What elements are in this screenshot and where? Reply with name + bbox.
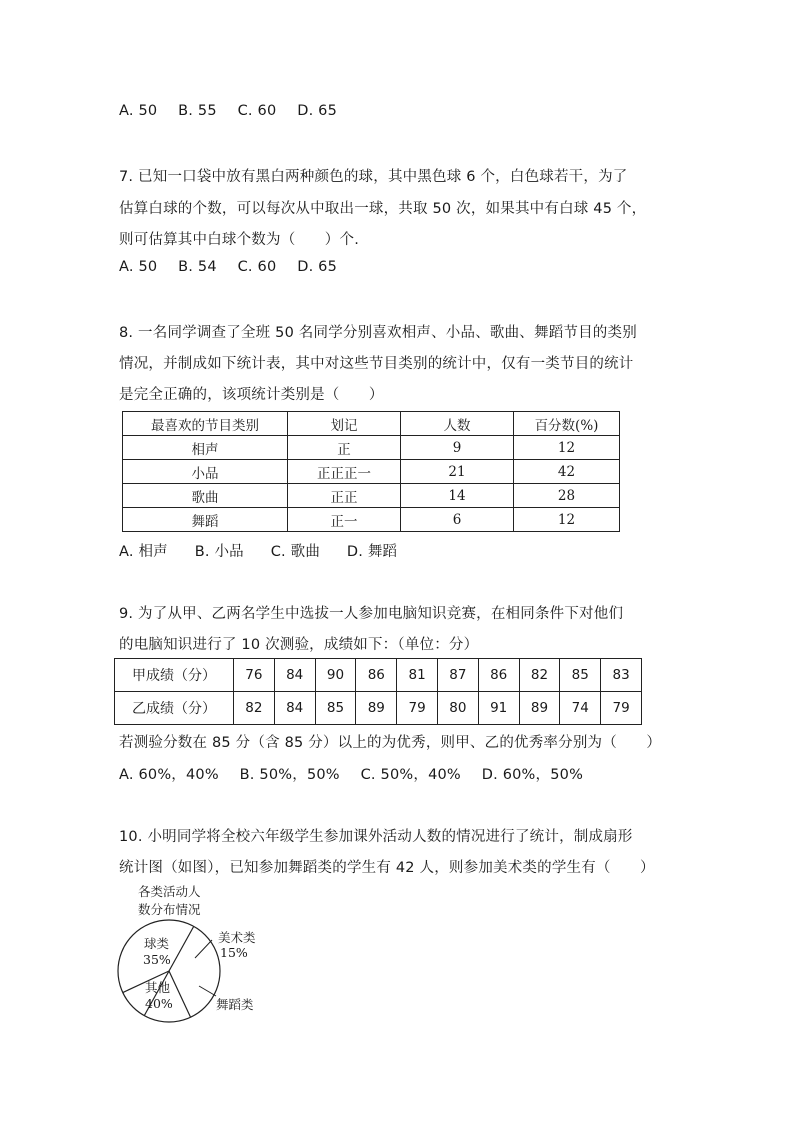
table-cell: 相声 bbox=[123, 436, 288, 460]
table-cell: 79 bbox=[601, 692, 642, 725]
table-cell: 79 bbox=[397, 692, 438, 725]
slice-label-dance: 舞蹈类 bbox=[216, 997, 254, 1012]
option-c: C. 50%，40% bbox=[360, 767, 461, 783]
option-b: B. 54 bbox=[178, 259, 217, 275]
table-cell: 21 bbox=[401, 460, 514, 484]
option-b: B. 55 bbox=[178, 103, 217, 119]
table-cell: 83 bbox=[601, 659, 642, 692]
q6-options bbox=[119, 103, 353, 119]
chart-title-line-1: 各类活动人 bbox=[138, 884, 201, 899]
option-a: A. 50 bbox=[119, 259, 158, 275]
q10-stem-line-1: 10. 小明同学将全校六年级学生参加课外活动人数的情况进行了统计，制成扇形 bbox=[119, 829, 633, 845]
table-cell: 12 bbox=[514, 436, 620, 460]
table-cell: 82 bbox=[519, 659, 560, 692]
table-row bbox=[115, 692, 642, 725]
table-row bbox=[123, 436, 620, 460]
q8-stem-line-2: 情况，并制成如下统计表，其中对这些节目类别的统计中，仅有一类节目的统计 bbox=[119, 356, 634, 372]
option-c: C. 歌曲 bbox=[270, 544, 321, 560]
option-b: B. 50%，50% bbox=[239, 767, 340, 783]
option-a: A. 相声 bbox=[119, 544, 168, 560]
option-c: C. 60 bbox=[237, 103, 277, 119]
table-row bbox=[123, 460, 620, 484]
q7-options bbox=[119, 259, 353, 275]
option-a: A. 60%，40% bbox=[119, 767, 219, 783]
table-cell: 87 bbox=[437, 659, 478, 692]
option-d: D. 65 bbox=[297, 259, 338, 275]
table-cell: 14 bbox=[401, 484, 514, 508]
slice-value-other: 40% bbox=[145, 996, 173, 1011]
table-cell: 85 bbox=[315, 692, 356, 725]
table-cell: 82 bbox=[234, 692, 275, 725]
table-cell: 正正正一 bbox=[288, 460, 401, 484]
table-cell: 28 bbox=[514, 484, 620, 508]
table-cell: 12 bbox=[514, 508, 620, 532]
table-cell: 80 bbox=[437, 692, 478, 725]
table-cell: 90 bbox=[315, 659, 356, 692]
activity-pie-chart bbox=[112, 882, 272, 1022]
slice-label-art: 美术类 bbox=[218, 930, 256, 945]
table-cell: 84 bbox=[274, 692, 315, 725]
q10-stem-line-2: 统计图（如图），已知参加舞蹈类的学生有 42 人，则参加美术类的学生有（ ） bbox=[119, 860, 655, 876]
table-header-row bbox=[123, 412, 620, 436]
table-cell: 歌曲 bbox=[123, 484, 288, 508]
table-cell: 9 bbox=[401, 436, 514, 460]
slice-label-ball: 球类 bbox=[144, 936, 170, 951]
option-b: B. 小品 bbox=[194, 544, 244, 560]
table-cell: 76 bbox=[234, 659, 275, 692]
table-cell: 正正 bbox=[288, 484, 401, 508]
q8-stem-line-3: 是完全正确的，该项统计类别是（ ） bbox=[119, 387, 384, 403]
program-stats-table bbox=[122, 411, 620, 532]
option-c: C. 60 bbox=[237, 259, 277, 275]
option-d: D. 60%，50% bbox=[481, 767, 584, 783]
q8-stem-line-1: 8. 一名同学调查了全班 50 名同学分别喜欢相声、小品、歌曲、舞蹈节目的类别 bbox=[119, 325, 637, 341]
option-d: D. 舞蹈 bbox=[346, 544, 398, 560]
header-count: 人数 bbox=[401, 412, 514, 436]
q7-stem-line-2: 估算白球的个数，可以每次从中取出一球，共取 50 次，如果其中有白球 45 个， bbox=[119, 201, 647, 217]
chart-title-line-2: 数分布情况 bbox=[138, 902, 201, 917]
header-percent: 百分数(%) bbox=[514, 412, 620, 436]
q7-stem-line-1: 7. 已知一口袋中放有黑白两种颜色的球，其中黑色球 6 个，白色球若干，为了 bbox=[119, 169, 628, 185]
table-cell: 81 bbox=[397, 659, 438, 692]
table-cell: 86 bbox=[478, 659, 519, 692]
table-cell: 86 bbox=[356, 659, 397, 692]
q9-options bbox=[119, 763, 599, 784]
q7-stem-line-3: 则可估算其中白球个数为（ ）个. bbox=[119, 232, 360, 248]
slice-value-art: 15% bbox=[220, 945, 248, 960]
slice-label-other: 其他 bbox=[145, 980, 171, 995]
slice-value-ball: 35% bbox=[143, 952, 171, 967]
table-cell: 85 bbox=[560, 659, 601, 692]
table-cell: 91 bbox=[478, 692, 519, 725]
table-cell: 正 bbox=[288, 436, 401, 460]
table-cell: 6 bbox=[401, 508, 514, 532]
table-cell: 舞蹈 bbox=[123, 508, 288, 532]
header-category: 最喜欢的节目类别 bbox=[123, 412, 288, 436]
table-cell: 89 bbox=[519, 692, 560, 725]
table-cell: 74 bbox=[560, 692, 601, 725]
table-cell: 正一 bbox=[288, 508, 401, 532]
table-row bbox=[123, 484, 620, 508]
table-cell: 小品 bbox=[123, 460, 288, 484]
table-cell: 89 bbox=[356, 692, 397, 725]
q9-stem-line-2: 的电脑知识进行了 10 次测验，成绩如下：（单位：分） bbox=[119, 637, 479, 653]
header-tally: 划记 bbox=[288, 412, 401, 436]
table-row bbox=[115, 659, 642, 692]
option-a: A. 50 bbox=[119, 103, 158, 119]
row-label: 甲成绩（分） bbox=[115, 659, 234, 692]
q9-condition: 若测验分数在 85 分（含 85 分）以上的为优秀，则甲、乙的优秀率分别为（ ） bbox=[119, 735, 662, 751]
q9-stem-line-1: 9. 为了从甲、乙两名学生中选拔一人参加电脑知识竞赛，在相同条件下对他们 bbox=[119, 606, 624, 622]
scores-table bbox=[114, 658, 642, 725]
table-cell: 84 bbox=[274, 659, 315, 692]
table-row bbox=[123, 508, 620, 532]
q8-options bbox=[119, 540, 413, 561]
option-d: D. 65 bbox=[297, 103, 338, 119]
table-cell: 42 bbox=[514, 460, 620, 484]
row-label: 乙成绩（分） bbox=[115, 692, 234, 725]
